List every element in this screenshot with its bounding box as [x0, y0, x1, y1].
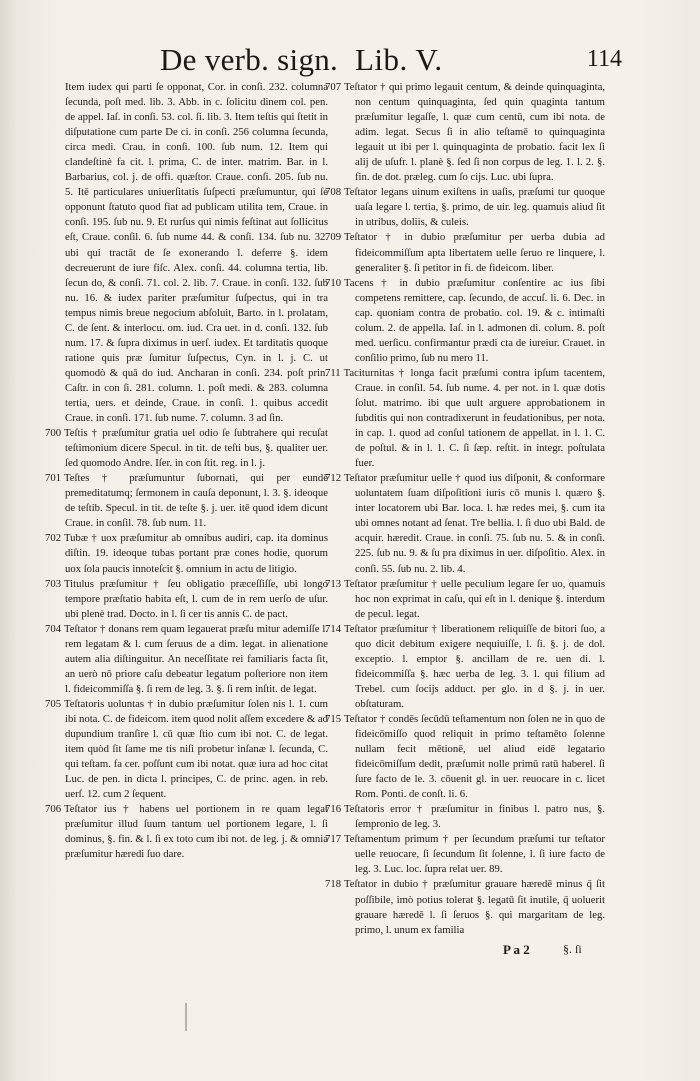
entry	[325, 712, 605, 802]
entry	[45, 531, 328, 576]
entry	[45, 471, 328, 531]
entry	[45, 426, 328, 471]
entry-text: Teſtes † præſumuntur ſubornati, qui per eundē premeditatumq; ſermonem in cauſa deponunt, l. 3. §. ideoque de teſtib. Specul. in tit. de teſte §. j. uer. itē quod idem dicunt Craue. in conſil. 78. ſub num. 11.	[64, 472, 328, 530]
entry-text: Teſtator præſumitur † liberationem reliquiſſe de bitori ſuo, a quo dicit debitum exigere nequiuiſſe, l. ſi. §. j. de dol. exceptio. l. emptor §. ancillam de re. uen di. l. fideicommiſſa §. hæc uerba de leg. 3. l. qui filium ad Trebel. cum ſocijs adduct. per glo. in d §. j. in uer. obſtaturam.	[344, 622, 605, 710]
entry-number: 702	[45, 532, 62, 545]
entry-text: Teſtator † condēs ſecūdū teſtamentum non ſolen ne in quo de fideicōmiſſo quod reliquit in primo teſtamēto ſolenne nullam fecit mētionē, uel aliud eidē legatario fideicōmiſſum dedit, præſumit nolle primū ratū haberel. ſi ſure facto de le. 3. cōuenit gl. in uer. reuocare in c. licet Rom. Ponti. de conſt. li. 6.	[344, 712, 605, 801]
entry-number: 713	[325, 577, 342, 590]
entry	[325, 276, 605, 366]
entry-number: 706	[45, 803, 62, 816]
page-number: 114	[586, 46, 622, 72]
entry-text: Teſtatoris error † præſumitur in finibus l. patro nus, §. ſempronio de leg. 3.	[344, 803, 605, 831]
entry-number: 703	[45, 577, 62, 590]
entry-number: 704	[45, 622, 62, 635]
entry-text: Teſtator præſumitur † uelle peculium legare ſer uo, quamuis hoc non exprimat in caſu, qui eſt in l. denique §. interdum de pecul. legat.	[344, 577, 605, 620]
entry	[45, 622, 328, 697]
entry-number: 711	[325, 366, 341, 379]
entry	[325, 622, 605, 712]
right-column	[325, 80, 605, 950]
entry-text: Teſtator † donans rem quam legauerat præſu mitur ademiſſe l. rem legatam & l. cum ſeruus de a dim. legat. in alienatione autem alia diſtinguitur. An neceſſitate rei familiaris facta ſit, an uerò nō priore caſu debeatur legatum poſteriore non item l. fideicommiſſa §. ſi rem de leg. 3. §. ſi rem inſtit. de legat.	[64, 622, 328, 695]
entry-number: 715	[325, 712, 342, 725]
entry	[325, 471, 605, 576]
entry-text: Teſtator præſumitur uelle † quod ius diſponit, & conformare uoluntatem ſuam diſpoſitioni iuris cō munis l. quæro §. inter locatorem ubi Bar. loca. l. hæ redes mei, §. cum ita ubi omnes notant ad ſenat. Tre bellia. l. ſi duo ubi Bald. de acquir. hæredit. Craue. in conſi. 75. ſub nu. 5. & in conſi. 225. ſub nu. 9. & ſu pra diximus in uer. diſpoſitio. Alex. in conſi. 55. ſub nu. 2. lib. 4.	[344, 472, 605, 575]
entry	[325, 577, 605, 622]
entry-number: 712	[325, 472, 342, 485]
paper-mark	[185, 1003, 187, 1031]
entry	[45, 577, 328, 622]
left-column	[45, 80, 328, 950]
entry	[325, 185, 605, 230]
catchword: §. ſi	[563, 942, 582, 956]
running-title: De verb. sign.	[160, 42, 339, 77]
entry-text: Teſtator † in dubio præſumitur per uerba dubia ad fideicommiſſum apta libertatem uelle ſeruo re linquere, l. generaliter §. ſi petitor in fi. de fideicom. liber.	[344, 231, 605, 274]
entry-text: Teſtator legans uinum exiſtens in uaſis, præſumi tur quoque uaſa legare l. tertia, §. primo, de uir. leg. quamuis aliud ſit in utribus, doliis, & culeis.	[344, 186, 605, 229]
entry-text: Teſtamentum primum † per ſecundum præſumi tur teſtator uelle reuocare, ſi ſecundum ſit ſolenne, l. ſi iure facto de leg. 3. Luc. loc. ſupra relat uer. 89.	[344, 833, 605, 876]
entry	[45, 697, 328, 802]
entry-text: Tubæ † uox præſumitur ab omnibus audiri, cap. ita dominus diſtin. 19. ideoque tubas portant præ cones hodie, quorum uox ſola paucis innoteſcit §. omnium in actu de litigio.	[64, 532, 328, 575]
entry-number: 700	[45, 427, 62, 440]
text-columns	[45, 80, 605, 950]
entry	[45, 802, 328, 862]
book-title: Lib. V.	[355, 42, 443, 77]
entry-number: 717	[325, 833, 342, 846]
entry-text: Teſtis † præſumitur gratia uel odio ſe ſubtrahere qui recuſat teſtimonium dicere Specul. in tit. de teſti bus, §. qualiter uer. ſed quomodo Andre. Iſer. in con ſtit. reg. in l. j.	[64, 427, 328, 470]
entry	[325, 877, 605, 937]
entry-number: 718	[325, 878, 342, 891]
entry-text: Teſtatoris uoluntas † in dubio præſumitur ſolen nis l. 1. cum ibi nota. C. de fideicom. item quod nolit aſſem excedere & ad dupundium tranſire l. cū quæ ſtio cum ibi not. C. de legat. item quòd ſit ſame me tis niſi probetur inſanæ l. ſecunda, C. qui teſtam. fa cer. poſſunt cum ibi notat. quæ iura ad hoc citat Luc. de pen. in dicta l. principes, C. de princ. agen. in reb. uerſ. 12. cum 2 ſequent.	[64, 697, 328, 801]
entry-text: Teſtator in dubio † præſumitur grauare hæredē minus q̄ ſit poſſibile, imò potius tolerat §. legatū ſit inutile, q̄ uoluerit grauare hæredē l. ſi ſeruos §. qui margaritam de leg. primo, l. unum ex familia	[344, 878, 605, 936]
entry	[325, 230, 605, 275]
entry-text: Taciturnitas † longa facit præſumi contra ipſum tacentem, Craue. in conſil. 54. ſub nume. 4. per not. in l. quæ dotis ſolut. matrimo. ibi que uult arguere approbationem in ſubditis qui non contradixerunt in feudationibus, per nota. in cap. 1. quod ad conſul tationem de appellat. in l. 1. C. de poſtul. & in l. 1. C. ſi ſæp. reſtit. in integr. poſtulata fuer.	[343, 366, 605, 470]
entry-number: 710	[325, 276, 342, 289]
entry-number: 701	[45, 472, 62, 485]
entry	[325, 366, 605, 471]
entry	[325, 832, 605, 877]
entry-text: Teſtator ius † habens uel portionem in re quam legat præſumitur illud ſuum tantum uel portionem legare, l. ſi dominus, §. fin. & l. ſi ex toto cum ibi not. de leg. j. & omnia præſumitur hæredi ſuo dare.	[64, 803, 328, 861]
entry	[325, 80, 605, 185]
entry-number: 707	[325, 81, 342, 93]
entry	[65, 80, 328, 426]
entry-number: 708	[325, 186, 342, 199]
entry-text: Item iudex qui parti ſe opponat, Cor. in conſi. 232. columna ſecunda, poſt med. lib. 3. Abb. in c. ſolicitu dinem col. pen. de appel. Iaſ. in conſi. 53. col. ſi. lib. 3. Item teſtis qui ſtetit in diſputatione cum parte De ci. in conſi. 256 columna ſecunda, circa medi. Crau. in conſi. 100. ſub num. 12. Item qui clandeſtinè fa cit. l. prima, C. de inter. matrim. Bar. in l. Barbarius, col. j. de offi. quæſtor. Craue. conſi. 205. ſub nu. 5. Itē particulares uniuerſitatis ſuſpecti præſumuntur, qui ſe opponunt ſtatuto quod fiat ad publicam utilita tem, Craue. in conſi. 195. ſub nu. 9. Et rurſus qui nimis feſtinat aut ſollicitus eſt, Craue. conſil. 6. ſub nume 44. & conſi. 134. ſub nu. 32. ubi qui tractāt de ſe exonerando l. deferre §. idem decreuerunt de iure fiſc. Alex. conſi. 44. columna tertia, lib. ſecun do, & conſi. 71. col. 2. lib. 7. Craue. in conſi. 132. ſub nu. 16. & iudex pariter præſumitur ſuſpectus, qui in tra tempus nimis breue negocium abſoluit, Barto. in l. prolatam, C. de ſent. & interlocu. om. iud. Cra uet. in d. conſi. 132. ſub num. 17. & ſupra diximus in uerſ. iudex. Et tarditatis quoque ratione quis præ ſumitur ſuſpectus, Cyn. in l. j. C. ut quomodò & quā do iud. Ancharan in conſi. 234. poſt prin. Caſtr. in con ſi. 281. column. 1. poſt medi. & 283. columna tertia, uers. et deinde, Craue. in conſi. 1. quibus accedit Craue. in conſi. 171. ſub nume. 7. column. 3 ad ſin.	[65, 81, 328, 425]
entry-number: 709	[325, 231, 342, 244]
entry	[325, 802, 605, 832]
entry-text: Titulus præſumitur † ſeu obligatio præceſſiſſe, ubi longo tempore præſtatio habita eſt, l. cum de in rem uerſo de uſur. ubi plenè trad. Docto. in l. ſi cer tis annis C. de pact.	[64, 577, 328, 620]
signature-mark: P a 2	[503, 942, 530, 957]
entry-number: 705	[45, 697, 62, 710]
entry-text: Tacens † in dubio præſumitur conſentire ac ius ſibi competens remittere, cap. ſecundo, de accuſ. li. 6. Dec. in cap. quoniam contra de probatio. col. 19. & c. intimaſti colum. 2. de appella. Iaſ. in l. admonen di. colum. 8. poſt med. uerſicu. confirmantur prædi cta de iureiur. Crauet. in conſilio primo, ſub nu mero 11.	[344, 276, 605, 364]
entry-number: 714	[325, 622, 342, 635]
page-header	[150, 40, 622, 84]
entry-text: Teſtator † qui primo legauit centum, & deinde quinquaginta, non centum quinquaginta, ſed quin quaginta tantum præſumitur legaſſe, l. quæ cum centū, cum ibi nota. de adim. legat. Secus ſi in alio teſtamē to quinquaginta legauit ut ibi per l. quinquaginta de probatio. facit lex ſi alij de uſufr. l. planè §. ſed ſi non corpus de leg. 1. l. 2. §. fin. de dot. præleg. cum ſo cijs. Luc. ubi ſupra.	[344, 81, 605, 184]
entry-number: 716	[325, 803, 342, 816]
